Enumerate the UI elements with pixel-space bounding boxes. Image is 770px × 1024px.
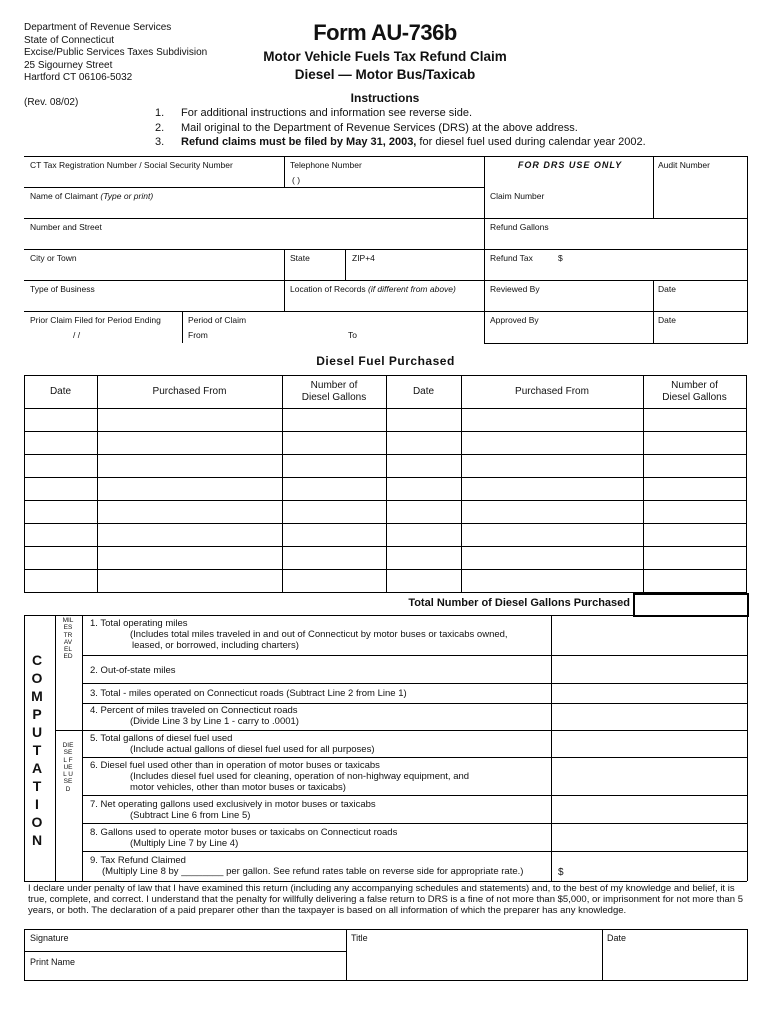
- address-line: 25 Sigourney Street: [24, 59, 113, 71]
- instructions-list: [155, 106, 646, 150]
- line-title: 4. Percent of miles traveled on Connecticut roads: [90, 705, 298, 716]
- computation-line-6[interactable]: [90, 760, 469, 793]
- instruction-text: for diesel fuel used during calendar year 2002.: [416, 136, 646, 148]
- line-title: 7. Net operating gallons used exclusively in motor buses or taxicabs: [90, 799, 376, 810]
- line-detail: (Include actual gallons of diesel fuel used for all purposes): [130, 744, 375, 755]
- zip-field[interactable]: ZIP+4: [352, 253, 375, 263]
- instruction-item: [155, 135, 646, 150]
- approved-date-field: Date: [658, 315, 676, 325]
- instruction-num: 1.: [155, 107, 165, 119]
- line-detail: motor vehicles, other than motor buses or taxicabs): [130, 782, 346, 793]
- computation-letter: N: [31, 832, 43, 848]
- state-field[interactable]: State: [290, 253, 310, 263]
- computation-letter: I: [35, 796, 39, 812]
- line-detail: (Includes total miles traveled in and out of Connecticut by motor buses or taxicabs owned,: [130, 629, 508, 640]
- instruction-num: 2.: [155, 121, 165, 134]
- computation-line-1[interactable]: [90, 618, 508, 651]
- purchases-title: Diesel Fuel Purchased: [316, 354, 455, 368]
- signature-field[interactable]: Signature: [30, 933, 69, 943]
- address-line: Excise/Public Services Taxes Subdivision: [24, 47, 208, 58]
- line-title: 9. Tax Refund Claimed: [90, 855, 186, 866]
- computation-line-8[interactable]: [90, 827, 397, 849]
- line-title: 5. Total gallons of diesel fuel used: [90, 733, 233, 744]
- computation-letter: C: [31, 652, 43, 668]
- signature-date-field[interactable]: Date: [607, 933, 627, 943]
- line-title: 1. Total operating miles: [90, 618, 188, 629]
- line-detail: (Subtract Line 6 from Line 5): [130, 810, 251, 821]
- diesel-fuel-used-label: DIESEL FUEL USED: [62, 742, 74, 793]
- print-name-field[interactable]: Print Name: [30, 957, 76, 967]
- line-detail: leased, or borrowed, including charters): [132, 640, 299, 651]
- address-line: Department of Revenue Services: [24, 22, 172, 33]
- revision-date: (Rev. 08/02): [24, 97, 79, 108]
- line-detail: (Multiply Line 8 by ________ per gallon. See refund rates table on reverse side for appropriate rate.): [102, 866, 524, 877]
- claimant-hint: (Type or print): [100, 191, 154, 201]
- refund-dollar-sign: $: [558, 867, 564, 878]
- instruction-item: [155, 106, 646, 121]
- city-field[interactable]: City or Town: [30, 253, 77, 263]
- col-gallons-line-2: Diesel Gallons: [301, 392, 367, 403]
- drs-use-only-label: FOR DRS USE ONLY: [517, 160, 623, 170]
- col-gallons-right: [643, 380, 746, 404]
- claimant-name-field[interactable]: [30, 191, 153, 201]
- computation-line-7[interactable]: [90, 799, 376, 821]
- computation-line-5[interactable]: [90, 733, 375, 755]
- col-date-left: Date: [49, 386, 72, 397]
- street-field[interactable]: Number and Street: [30, 222, 102, 232]
- computation-letter: O: [31, 670, 43, 686]
- form-title: Form AU-736b: [313, 20, 457, 45]
- dollar-sign: $: [558, 253, 563, 263]
- col-purchased-from-left: Purchased From: [152, 386, 227, 397]
- subtitle-line-2: Diesel — Motor Bus/Taxicab: [294, 67, 476, 82]
- subtitle-line-1: Motor Vehicle Fuels Tax Refund Claim: [263, 49, 507, 64]
- telephone-parens: ( ): [292, 175, 301, 185]
- approved-by-field: Approved By: [490, 315, 539, 325]
- declaration-text: I declare under penalty of law that I have examined this return (including any accompanying schedules and statements) and, to the best of my knowledge and belief, it is true, complete, and correct. I understand that the penalty for willfully delivering a false return to DRS is a fine of not more than $5,000, or imprisonment for not more than 5 years, or both. The declaration of a paid preparer other than the taxpayer is based on all information of which the preparer has any knowledge.: [28, 883, 743, 916]
- instruction-text: For additional instructions and information see reverse side.: [181, 107, 473, 119]
- computation-line-3[interactable]: 3. Total - miles operated on Connecticut roads (Subtract Line 2 from Line 1): [90, 688, 407, 699]
- line-title: 6. Diesel fuel used other than in operation of motor buses or taxicabs: [90, 760, 380, 771]
- computation-letter: M: [31, 688, 43, 704]
- records-location-field[interactable]: [290, 284, 456, 294]
- computation-letter: P: [32, 706, 42, 722]
- title-field[interactable]: Title: [351, 933, 368, 943]
- line-title: 8. Gallons used to operate motor buses or taxicabs on Connecticut roads: [90, 827, 398, 838]
- period-from-label: From: [188, 330, 208, 340]
- computation-letter: O: [31, 814, 43, 830]
- computation-letter: T: [32, 778, 42, 794]
- instruction-num: 3.: [155, 136, 165, 148]
- instruction-item: [155, 121, 646, 136]
- agency-address: [24, 22, 207, 85]
- col-purchased-from-right: Purchased From: [515, 386, 589, 397]
- reviewed-date-field: Date: [658, 284, 676, 294]
- total-gallons-box[interactable]: [633, 593, 749, 617]
- form-subtitle: [220, 48, 550, 84]
- computation-line-2[interactable]: 2. Out-of-state miles: [90, 665, 176, 676]
- business-type-field[interactable]: Type of Business: [30, 284, 95, 294]
- total-gallons-label: Total Number of Diesel Gallons Purchased: [408, 597, 630, 609]
- prior-claim-field[interactable]: Prior Claim Filed for Period Ending: [30, 315, 161, 325]
- col-gallons-line-1: Number of: [310, 380, 358, 391]
- records-label: Location of Records: [290, 284, 366, 294]
- address-line: Hartford CT 06106-5032: [24, 72, 133, 83]
- line-detail: (Divide Line 3 by Line 1 - carry to .0001): [130, 716, 299, 727]
- line-detail: (Multiply Line 7 by Line 4): [130, 838, 239, 849]
- claimant-label: Name of Claimant: [30, 191, 99, 201]
- computation-letter: T: [32, 742, 42, 758]
- refund-tax-field: Refund Tax: [490, 253, 533, 263]
- reviewed-by-field: Reviewed By: [490, 284, 540, 294]
- col-gallons-left: [282, 380, 386, 404]
- computation-letter: A: [31, 760, 43, 776]
- computation-line-9[interactable]: [90, 855, 523, 877]
- records-hint: (if different from above): [367, 284, 456, 294]
- instruction-text: Mail original to the Department of Revenue Services (DRS) at the above address.: [181, 121, 578, 134]
- instruction-deadline: Refund claims must be filed by May 31, 2003,: [181, 136, 417, 148]
- instructions-title: Instructions: [350, 91, 420, 105]
- claim-number-field: Claim Number: [490, 191, 545, 201]
- line-detail: (Includes diesel fuel used for cleaning, operation of non-highway equipment, and: [130, 771, 470, 782]
- col-gallons-line-2: Diesel Gallons: [662, 392, 727, 403]
- period-to-label: To: [348, 330, 357, 340]
- computation-letter: U: [31, 724, 43, 740]
- audit-number-field: Audit Number: [658, 160, 710, 170]
- col-date-right: Date: [412, 386, 435, 397]
- reg-number-field[interactable]: CT Tax Registration Number / Social Security Number: [30, 160, 233, 170]
- telephone-field[interactable]: Telephone Number: [290, 160, 362, 170]
- period-of-claim-field[interactable]: Period of Claim: [188, 315, 247, 325]
- prior-claim-slashes: / /: [73, 330, 81, 340]
- miles-traveled-label: MILES TRAVELED: [62, 617, 74, 661]
- address-line: State of Connecticut: [24, 34, 115, 46]
- computation-line-4[interactable]: [90, 705, 299, 727]
- refund-gallons-field: Refund Gallons: [490, 222, 549, 232]
- col-gallons-line-1: Number of: [671, 380, 718, 391]
